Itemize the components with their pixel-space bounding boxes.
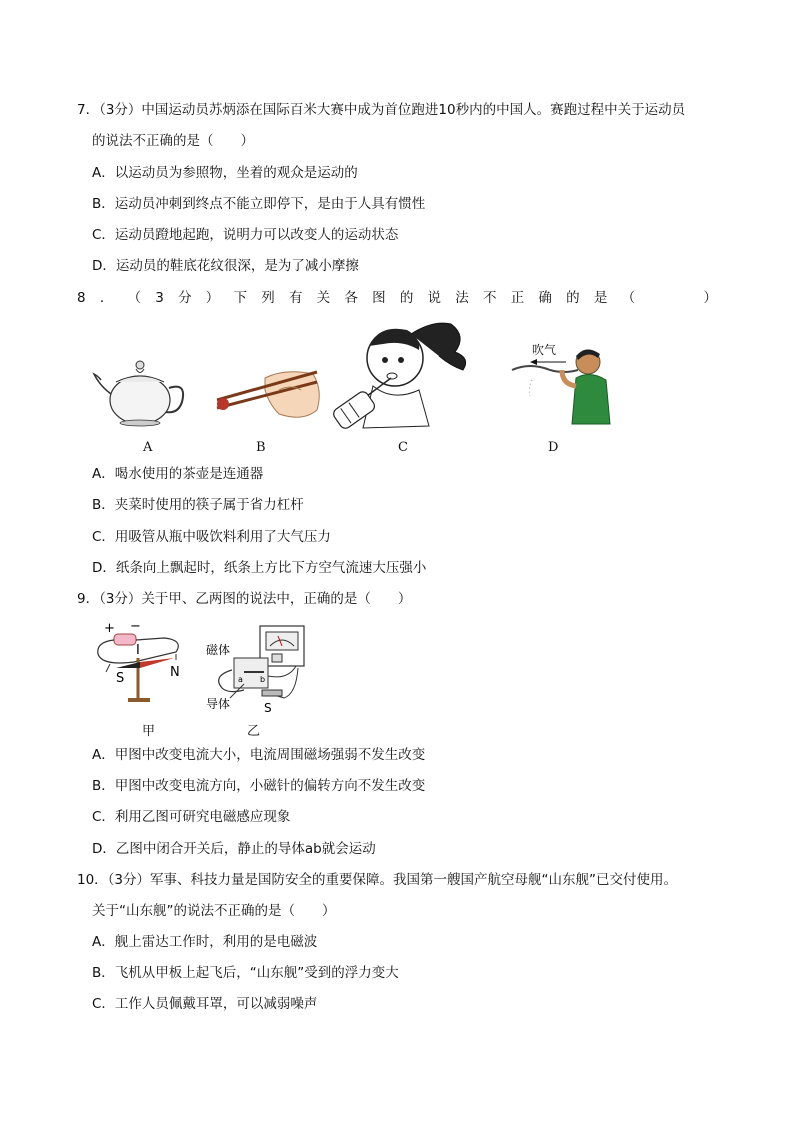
point-a-label: a <box>238 675 243 684</box>
q8-char: 有 <box>288 290 303 306</box>
figure-yi-caption: 乙 <box>247 724 261 739</box>
electromagnetic-induction-figure <box>204 624 308 716</box>
q8-char: 3 <box>155 290 164 306</box>
q10-option-b: B．飞机从甲板上起飞后，“山东舰”受到的浮力变大 <box>92 965 399 981</box>
oersted-experiment-figure <box>94 618 190 714</box>
q7-option-d: D．运动员的鞋底花纹很深，是为了减小摩擦 <box>92 258 359 274</box>
figure-label-b: B <box>256 440 266 455</box>
q7-stem-line2: 的说法不正确的是（ ） <box>92 133 254 149</box>
q8-char: 法 <box>455 290 469 306</box>
q8-char: 的 <box>566 290 580 306</box>
q8-char: 正 <box>510 290 525 306</box>
q8-char: 分 <box>178 290 192 306</box>
q7-option-c: C．运动员蹬地起跑，说明力可以改变人的运动状态 <box>92 227 399 243</box>
q8-char: 说 <box>427 290 442 306</box>
q9-option-c: C．利用乙图可研究电磁感应现象 <box>92 809 291 825</box>
needle-s-label: S <box>116 671 125 686</box>
switch-s-label: S <box>264 701 272 715</box>
q8-char: 关 <box>316 290 331 306</box>
q8-char: 确 <box>538 290 552 306</box>
girl-drinking-straw-illustration <box>333 316 475 432</box>
q8-char: 8 <box>77 290 86 306</box>
q7-stem-line1: 7．（3分）中国运动员苏炳添在国际百米大赛中成为首位跑进10秒内的中国人。赛跑过程中关于运动员 <box>77 102 686 118</box>
teapot-illustration <box>92 352 188 428</box>
q8-option-b: B．夹菜时使用的筷子属于省力杠杆 <box>92 497 304 513</box>
q9-stem: 9．（3分）关于甲、乙两图的说法中，正确的是（ ） <box>77 591 412 607</box>
q8-char: 图 <box>372 290 386 306</box>
q9-option-b: B．甲图中改变电流方向，小磁针的偏转方向不发生改变 <box>92 778 426 794</box>
q10-option-c: C．工作人员佩戴耳罩，可以减弱噪声 <box>92 996 318 1012</box>
q8-option-a: A．喝水使用的茶壶是连通器 <box>92 466 264 482</box>
q8-char: 是 <box>593 290 608 306</box>
q8-char: （ <box>127 290 142 306</box>
plus-sign: + <box>104 621 115 636</box>
q8-char: ． <box>99 290 114 306</box>
figure-jia-caption: 甲 <box>142 724 156 739</box>
q8-option-d: D．纸条向上飘起时，纸条上方比下方空气流速大压强小 <box>92 560 427 576</box>
q8-option-c: C．用吸管从瓶中吸饮料利用了大气压力 <box>92 529 331 545</box>
q8-stem <box>77 288 717 308</box>
q9-option-a: A．甲图中改变电流大小，电流周围磁场强弱不发生改变 <box>92 747 426 763</box>
q8-char: 列 <box>261 290 275 306</box>
q8-char: （ <box>621 290 636 306</box>
q8-char: 各 <box>344 290 358 306</box>
current-label: I <box>136 643 140 658</box>
magnet-label: 磁体 <box>206 643 231 657</box>
q10-stem-line2: 关于“山东舰”的说法不正确的是（ ） <box>92 903 336 919</box>
chopsticks-illustration <box>213 360 323 428</box>
q9-option-d: D．乙图中闭合开关后，静止的导体ab就会运动 <box>92 841 376 857</box>
needle-n-label: N <box>170 665 180 680</box>
q8-char: ） <box>703 290 717 306</box>
q8-char: 下 <box>233 290 247 306</box>
figure-label-a: A <box>143 440 153 455</box>
blow-label: 吹气 <box>532 343 557 357</box>
conductor-label: 导体 <box>206 697 231 711</box>
figure-label-c: C <box>398 440 408 455</box>
point-b-label: b <box>260 675 266 684</box>
q10-option-a: A．舰上雷达工作时，利用的是电磁波 <box>92 934 318 950</box>
boy-blowing-paper-illustration <box>510 340 615 428</box>
q8-char: 的 <box>399 290 414 306</box>
q7-option-a: A．以运动员为参照物，坐着的观众是运动的 <box>92 165 358 181</box>
minus-sign: − <box>130 619 141 634</box>
q7-option-b: B．运动员冲刺到终点不能立即停下，是由于人具有惯性 <box>92 196 426 212</box>
q10-stem-line1: 10．（3分）军事、科技力量是国防安全的重要保障。我国第一艘国产航空母舰“山东舰”已交付使用。 <box>77 872 678 888</box>
q8-blank <box>649 288 689 308</box>
figure-label-d: D <box>548 440 559 455</box>
q8-char: ） <box>205 290 220 306</box>
q8-char: 不 <box>482 290 497 306</box>
